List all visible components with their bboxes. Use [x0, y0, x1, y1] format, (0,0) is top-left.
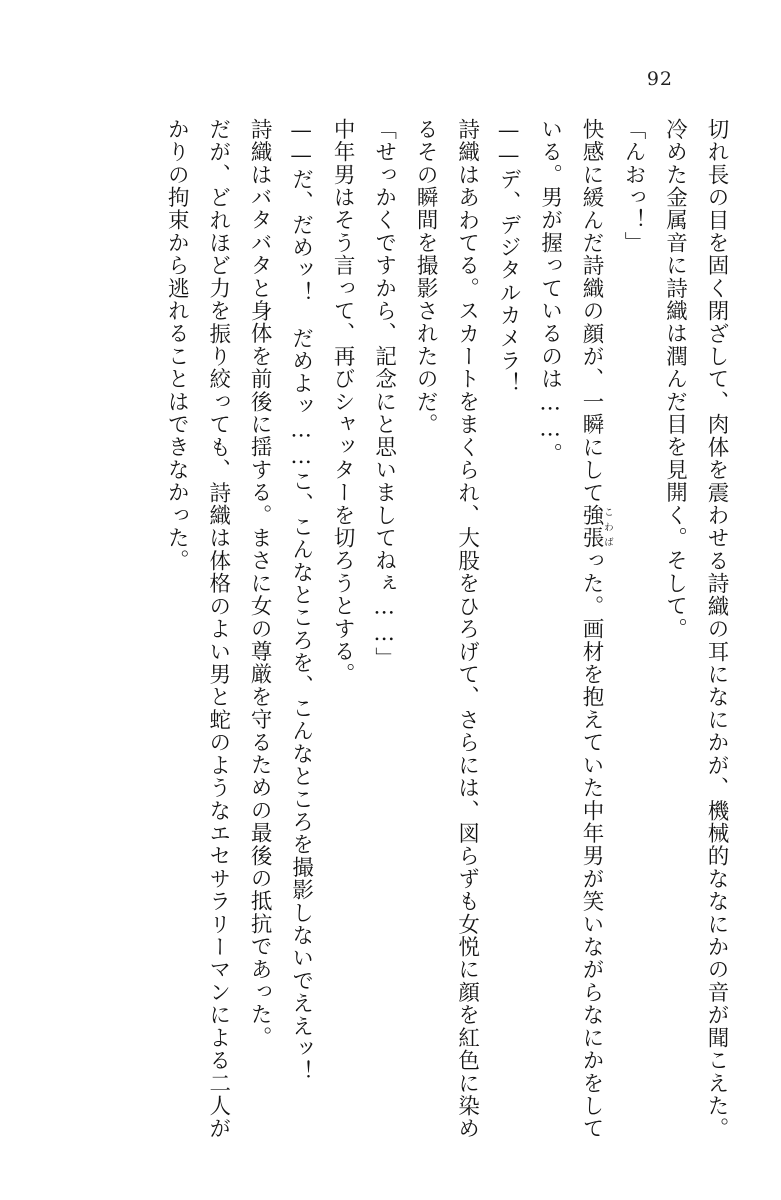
ruby-reading: こわば	[602, 504, 614, 550]
paragraph: ——デ、デジタルカメラ！	[496, 118, 522, 395]
em-dash: ——	[288, 118, 314, 168]
paragraph: ——だ、だめッ！ だめよッ……こ、こんなところを、こんなところを撮影しないでええッ！	[288, 118, 314, 1083]
paragraph: 「せっかくですから、記念にと思いましてねぇ……」	[371, 118, 397, 670]
paragraph: 「んおっ！」	[621, 118, 647, 255]
ruby-kowabatta: 強張こわば	[579, 504, 614, 550]
paragraph: 切れ長の目を固く閉ざして、肉体を震わせる詩織の耳になにかが、機械的ななにかの音が聞こえた。冷めた金属音に詩織は潤んだ目を見開く。そして。	[662, 118, 729, 1140]
page-body-text	[44, 118, 737, 1140]
paragraph: 詩織はバタバタと身体を前後に揺する。まさに女の尊厳を守るための最後の抵抗であった。	[247, 118, 273, 1049]
page-number: 92	[646, 68, 673, 90]
paragraph: 詩織はあわてる。スカートをまくられ、大股をひろげて、さらには、図らずも女悦に顔を紅色に染めるその瞬間を撮影されたのだ。	[413, 118, 480, 1140]
paragraph: だが、どれほど力を振り絞っても、詩織は体格のよい男と蛇のようなエセサラリーマンによる二人がかりの拘束から逃れることはできなかった。	[164, 118, 231, 1140]
paragraph: 快感に緩んだ詩織の顔が、一瞬にして強張こわばった。画材を抱えていた中年男が笑いながらなにかをしている。男が握っているのは……。	[537, 118, 614, 1140]
paragraph: 中年男はそう言って、再びシャッターを切ろうとする。	[330, 118, 356, 686]
em-dash: ——	[496, 118, 522, 168]
